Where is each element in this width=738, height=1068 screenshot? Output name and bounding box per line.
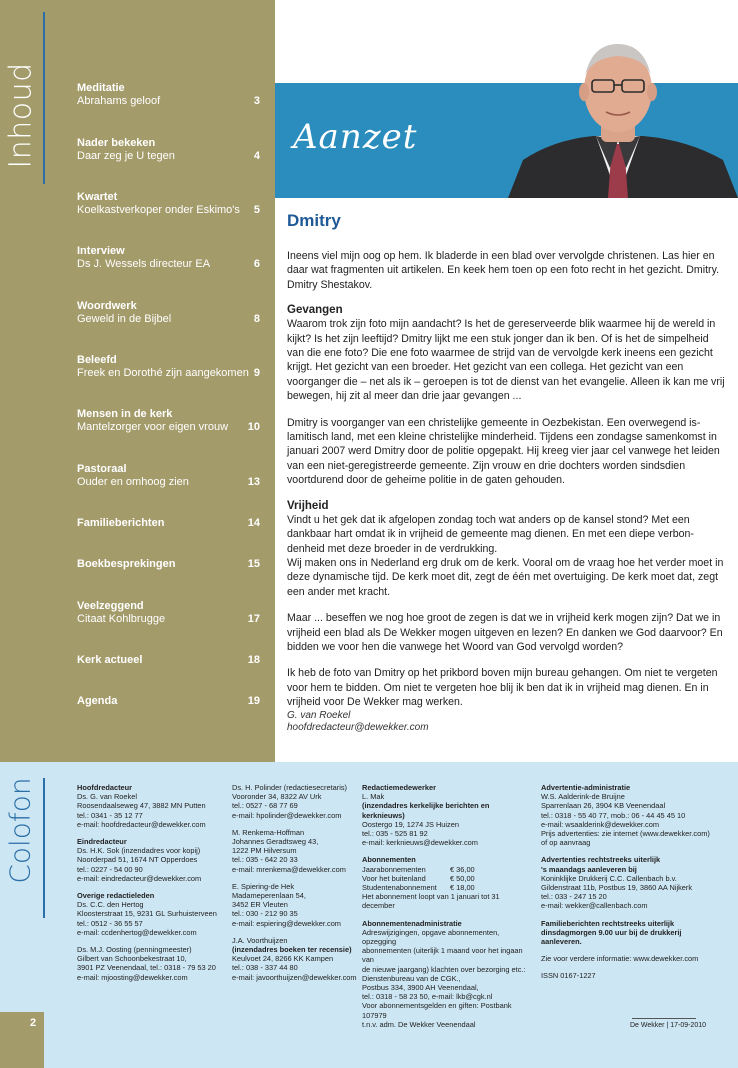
staff-block: Ds. M.J. Oosting (penningmeester) Gilbert van Schoonbekestraat 10, 3901 PZ Veenendaal, tel.: 0318 - 79 53 20 e-mail: mjoosting@dewekker.com xyxy=(77,945,216,982)
toc-subtitle: Geweld in de Bijbel xyxy=(77,313,172,325)
toc-subtitle: Freek en Dorothé zijn aangekomen xyxy=(77,367,249,379)
toc-page: 4 xyxy=(253,150,260,162)
toc-page: 18 xyxy=(247,654,260,666)
article-paragraph: Maar ... beseffen we nog hoe groot de zegen is dat we in vrijheid kerk mogen zijn? Dat we in vrijheid een blad als De Wekker mogen uitgeven en lezen? En danken we God daarvoor? En bidden we voor hen die vanwege het Woord van God vervolgd worden? xyxy=(287,612,723,653)
toc-heading: Boekbesprekingen xyxy=(77,558,176,570)
toc-item-mensen-in-de-kerk[interactable] xyxy=(77,408,260,434)
article-paragraph: Waarom trok zijn foto mijn aandacht? Is het de gereserveerde blik waarmee hij de wereld in kijkt? Is het zijn leeftijd? Dmitry lijkt me een stuk jonger dan ik ben. Of is het de simpelheid van die ene foto? Die ene foto waarmee de strijd van de vervolgde kerk ineens een gezicht krijgt. Het gezicht van een broeder. Het gezicht van een collega. Het gezicht van een voorganger die – net als ik – geroepen is tot de dienst van het evangelie. Alleen ik kan me vrij bewegen, hij zit al meer dan drie jaar gevangen ... xyxy=(287,318,725,403)
toc-page: 19 xyxy=(247,695,260,707)
toc-page: 13 xyxy=(247,476,260,488)
subscriptions-block: Abonnementen Jaarabonnementen € 36,00 Voor het buitenland € 50,00 Studentenabonnement € 18,00 Het abonnement loopt van 1 januari tot 31 december xyxy=(362,855,534,910)
toc-item-pastoraal[interactable] xyxy=(77,463,260,489)
toc-title: Inhoud xyxy=(3,61,39,169)
issn: ISSN 0167-1227 xyxy=(541,971,596,981)
toc-item-veelzeggend[interactable] xyxy=(77,600,260,626)
staff-block: Hoofdredacteur Ds. G. van Roekel Roosendaalseweg 47, 3882 MN Putten tel.: 0341 - 35 12 77 e-mail: hoofdredacteur@dewekker.com xyxy=(77,783,206,829)
toc-heading: Kerk actueel xyxy=(77,654,143,666)
toc-heading: Familieberichten xyxy=(77,517,165,529)
article xyxy=(287,211,727,734)
article-intro: Ineens viel mijn oog op hem. Ik bladerde in een blad over vervolgde christenen. Las hier en daar wat fragmenten uit artikelen. En keek hem toen op een foto recht in het gezicht. Dmitry. Dmitry Shestakov. xyxy=(287,250,720,291)
administration-block: Abonnementenadministratie Adreswijzigingen, opgave abonnementen, opzegging abonnementen (uiterlijk 1 maand voor het ingaan van de nieuwe jaargang) klachten over bezorging etc.: Dienstenbureau van de CGK., Postbus 334, 3900 AH Veenendaal, tel.: 0318 - 58 23 50, e-mail: lkb@cgk.nl Voor abonnementsgelden en giften: Postbank 107979 t.n.v. adm. De Wekker Veenendaal xyxy=(362,918,526,1029)
toc-page: 15 xyxy=(247,558,260,570)
article-title: Dmitry xyxy=(287,211,341,230)
toc-heading: Veelzeggend xyxy=(77,600,144,612)
toc-page: 14 xyxy=(247,517,260,529)
colofon-column-2 xyxy=(232,783,360,990)
family-notices-block: Familieberichten rechtstreeks uiterlijk dinsdagmorgen 9.00 uur bij de drukkerij aanleveren. xyxy=(541,918,682,947)
toc-item-familieberichten[interactable] xyxy=(77,517,260,530)
toc-subtitle: Ouder en omhoog zien xyxy=(77,476,189,488)
staff-block: Redactiemedewerker L. Mak (inzendadres kerkelijke berichten en kerknieuws) Oostergo 19, 1274 JS Huizen tel.: 035 - 525 81 92 e-mail: kerknieuws@dewekker.com xyxy=(362,783,490,848)
toc-subtitle: Mantelzorger voor eigen vrouw xyxy=(77,421,229,433)
toc-item-beleefd[interactable] xyxy=(77,354,260,380)
staff-block: E. Spiering-de Hek Madameperenlaan 54, 3452 ER Vleuten tel.: 030 - 212 90 35 e-mail: espiering@dewekker.com xyxy=(232,881,341,928)
article-paragraph: Dmitry is voorganger van een christelijke gemeente in Oezbekistan. Een overwegend islamitisch land, met een kleine christelijke minderheid. Tijdens een zondagse samenkomst in januari 2007 werd Dmitry door de politie opgepakt. Hij kreeg vier jaar cel vanwege het leiden van een niet-geregistreerde gemeente. Zijn vrouw en drie dochters worden sindsdien voortdurend door de geheime politie in de gaten gehouden. xyxy=(287,416,720,487)
toc-page: 17 xyxy=(247,613,260,625)
article-paragraph: Wij maken ons in Nederland erg druk om de kerk. Vooral om de vraag hoe het verder moet in deze dynamische tijd. De kerk moet dit, zegt de één met overtuiging. De kerk moet dat, zegt een ander met kracht. xyxy=(287,556,724,598)
toc-heading: Kwartet xyxy=(77,191,118,203)
section-title: Aanzet xyxy=(293,117,418,157)
staff-block: Ds. H. Polinder (redactiesecretaris) Vooronder 34, 8322 AV Urk tel.: 0527 - 68 77 69 e-mail: hpolinder@dewekker.com xyxy=(232,783,348,820)
toc-page: 6 xyxy=(253,258,260,270)
ads-block: Advertentie-administratie W.S. Aalderink-de Bruijne Sparrenlaan 26, 3904 KB Veenendaal tel.: 0318 - 55 40 77, mob.: 06 - 44 45 45 10 e-mail: wsaalderink@dewekker.com Prijs advertenties: zie internet (www.dewekker.com) of op aanvraag xyxy=(541,783,710,848)
toc-heading: Mensen in de kerk xyxy=(77,408,173,420)
toc-item-boekbesprekingen[interactable] xyxy=(77,558,260,571)
toc-heading: Beleefd xyxy=(77,354,117,366)
toc-item-agenda[interactable] xyxy=(77,695,260,708)
toc-divider xyxy=(43,12,45,184)
author-portrait xyxy=(498,28,738,198)
toc-page: 8 xyxy=(253,313,260,325)
article-paragraph: Ik heb de foto van Dmitry op het prikbord boven mijn bureau gehangen. Om niet te vergeten voor hem te bidden. Om niet te vergeten hoe blij ik ben dat ik in vrijheid mag dienen. En in vrijheid voor De Wekker mag werken. xyxy=(287,667,718,709)
toc-subtitle: Daar zeg je U tegen xyxy=(77,150,175,162)
article-paragraph: Vindt u het gek dat ik afgelopen zondag toch wat anders op de kansel stond? Met een dankbaar hart omdat ik in vrijheid de gemeente mag dienen. En met een diepe verbondenheid met deze broeder in de verdrukking. xyxy=(287,513,694,555)
toc-subtitle: Citaat Kohlbrugge xyxy=(77,613,166,625)
colofon-column-1 xyxy=(77,783,227,990)
price-row: Studentenabonnement € 18,00 xyxy=(362,883,475,893)
toc-page: 9 xyxy=(253,367,260,379)
toc-page: 10 xyxy=(247,421,260,433)
section-heading-gevangen: Gevangen xyxy=(287,304,343,317)
direct-ads-block: Advertenties rechtstreeks uiterlijk 's maandags aanleveren bij Koninklijke Drukkerij C.C. Callenbach b.v. Gildenstraat 11b, Postbus 19, 3860 AA Nijkerk tel.: 033 - 247 15 20 e-mail: wekker@callenbach.com xyxy=(541,855,693,911)
issue-credit: De Wekker | 17-09-2010 xyxy=(630,1022,707,1029)
section-heading-vrijheid: Vrijheid xyxy=(287,499,329,512)
toc-item-meditatie[interactable] xyxy=(77,82,260,108)
toc-heading: Woordwerk xyxy=(77,300,137,312)
price-row: Jaarabonnementen € 36,00 xyxy=(362,864,475,874)
toc-page: 5 xyxy=(253,204,260,216)
page-number-box xyxy=(0,1012,44,1068)
author-email[interactable]: hoofdredacteur@dewekker.com xyxy=(287,721,429,733)
toc-subtitle: Koelkastverkoper onder Eskimo's xyxy=(77,204,240,216)
toc-heading: Meditatie xyxy=(77,82,125,94)
staff-block: Overige redactieleden Ds. C.C. den Hertog Kloosterstraat 15, 9231 GL Surhuisterveen tel.: 0512 - 36 55 57 e-mail: ccdenhertog@dewekker.com xyxy=(77,891,217,937)
colofon-column-4 xyxy=(541,783,721,989)
toc-subtitle: Ds J. Wessels directeur EA xyxy=(77,258,211,270)
footer-divider xyxy=(632,1018,696,1019)
table-of-contents xyxy=(0,0,275,762)
colofon-divider xyxy=(43,778,45,918)
toc-heading: Interview xyxy=(77,245,125,257)
toc-item-woordwerk[interactable] xyxy=(77,300,260,326)
toc-item-interview[interactable] xyxy=(77,245,260,271)
staff-block: Eindredacteur Ds. H.K. Sok (inzendadres voor kopij) Noorderpad 51, 1674 NT Opperdoes tel.: 0227 - 54 00 90 e-mail: eindredacteur@dewekker.com xyxy=(77,837,202,883)
toc-heading: Agenda xyxy=(77,695,118,707)
author-name: G. van Roekel xyxy=(287,709,351,721)
toc-item-nader-bekeken[interactable] xyxy=(77,137,260,163)
toc-heading: Nader bekeken xyxy=(77,137,156,149)
toc-subtitle: Abrahams geloof xyxy=(77,95,161,107)
toc-heading: Pastoraal xyxy=(77,463,127,475)
staff-block: M. Renkema-Hoffman Johannes Geradtsweg 43, 1222 PM Hilversum tel.: 035 - 642 20 33 e-mail: mrenkema@dewekker.com xyxy=(232,827,346,874)
staff-block: J.A. Voorthuijzen (inzendadres boeken ter recensie) Keulvoet 24, 8266 KK Kampen tel.: 038 - 337 44 80 e-mail: javoorthuijzen@dewekker.com xyxy=(232,935,357,982)
toc-page: 3 xyxy=(253,95,260,107)
more-info: Zie voor verdere informatie: www.dewekker.com xyxy=(541,954,699,964)
toc-item-kerk-actueel[interactable] xyxy=(77,654,260,667)
colofon-column-3 xyxy=(362,783,534,1037)
price-row: Voor het buitenland € 50,00 xyxy=(362,873,475,883)
page-number: 2 xyxy=(30,1017,37,1029)
toc-item-kwartet[interactable] xyxy=(77,191,260,217)
colofon-title: Colofon xyxy=(3,776,37,884)
